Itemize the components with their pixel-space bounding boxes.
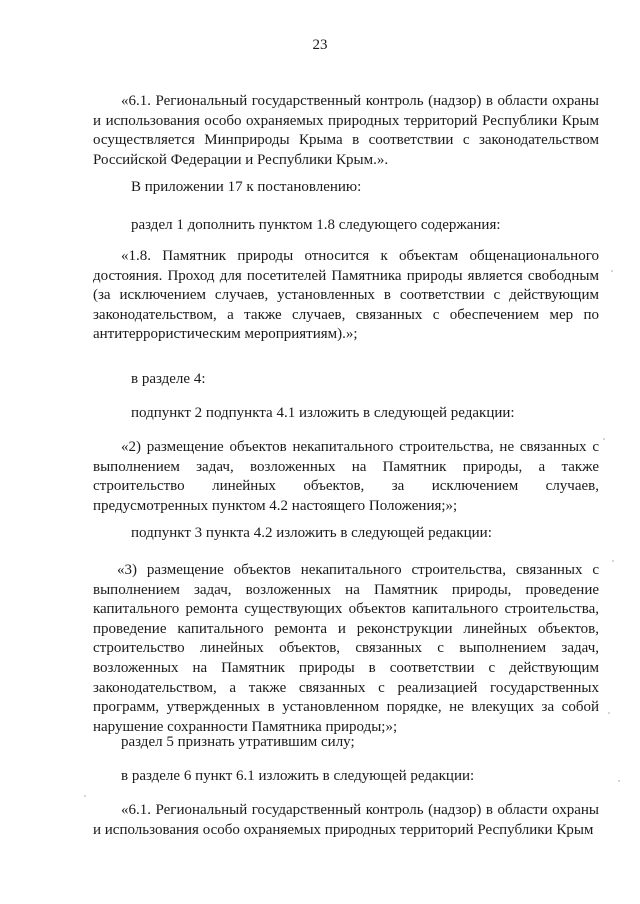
paragraph-item-2-text: «2) размещение объектов некапитального строительства, не связанных с выполнением задач, возложенных на Памятник природы, а также строительство линейных объектов, за исключением случаев, предусмотренных пунктом 4.2 настоящего Положения;»; xyxy=(93,439,599,514)
scan-speck xyxy=(612,560,614,562)
scan-speck xyxy=(611,270,613,272)
paragraph-item-3-text: «3) размещение объектов некапитального строительства, связанных с выполнением задач, возложенных на Памятник природы, проведение капитального ремонта существующих объектов капитального строительства, проведение капитального ремонта и реконструкции линейных объектов, строительство линейных объектов, связанных с выполнением задач, возложенных на Памятник природы в соответствии с действующим законодательством, а также связанных с реализацией государственных программ, утвержденных в установленном порядке, не влекущих за собой нарушение сохранности Памятника природы;»; xyxy=(93,562,599,735)
page-number: 23 xyxy=(312,37,328,53)
scan-speck xyxy=(603,438,605,440)
paragraph-section-6: в разделе 6 пункт 6.1 изложить в следующей редакции: xyxy=(121,768,475,784)
scan-speck xyxy=(84,795,86,797)
paragraph-section-1: раздел 1 дополнить пунктом 1.8 следующего содержания: xyxy=(131,217,501,233)
paragraph-clause-1-8: «1.8. Памятник природы относится к объектам общенационального достояния. Проход для посетителей Памятника природы является свободным (за исключением случаев, установленных в соответствии с действующим законодательством, а также случаев, связанных с обеспечением мер по антитеррористическим мероприятиям).»; xyxy=(93,248,599,343)
paragraph-subclause-2: подпункт 2 подпункта 4.1 изложить в следующей редакции: xyxy=(131,405,515,421)
paragraph-appendix-17: В приложении 17 к постановлению: xyxy=(131,179,362,195)
scan-speck xyxy=(608,712,610,714)
paragraph-section-4: в разделе 4: xyxy=(131,371,206,387)
paragraph-subclause-3: подпункт 3 пункта 4.2 изложить в следующей редакции: xyxy=(131,525,492,541)
paragraph-section-5: раздел 5 признать утратившим силу; xyxy=(121,734,355,750)
paragraph-clause-6-1: «6.1. Региональный государственный контроль (надзор) в области охраны и использования особо охраняемых природных территорий Республики Крым xyxy=(93,802,599,838)
scan-speck xyxy=(618,780,620,782)
paragraph-control-clause: «6.1. Региональный государственный контроль (надзор) в области охраны и использования особо охраняемых природных территорий Республики Крым осуществляется Минприроды Крыма в соответствии с законодательством Российской Федерации и Республики Крым.». xyxy=(93,93,599,168)
